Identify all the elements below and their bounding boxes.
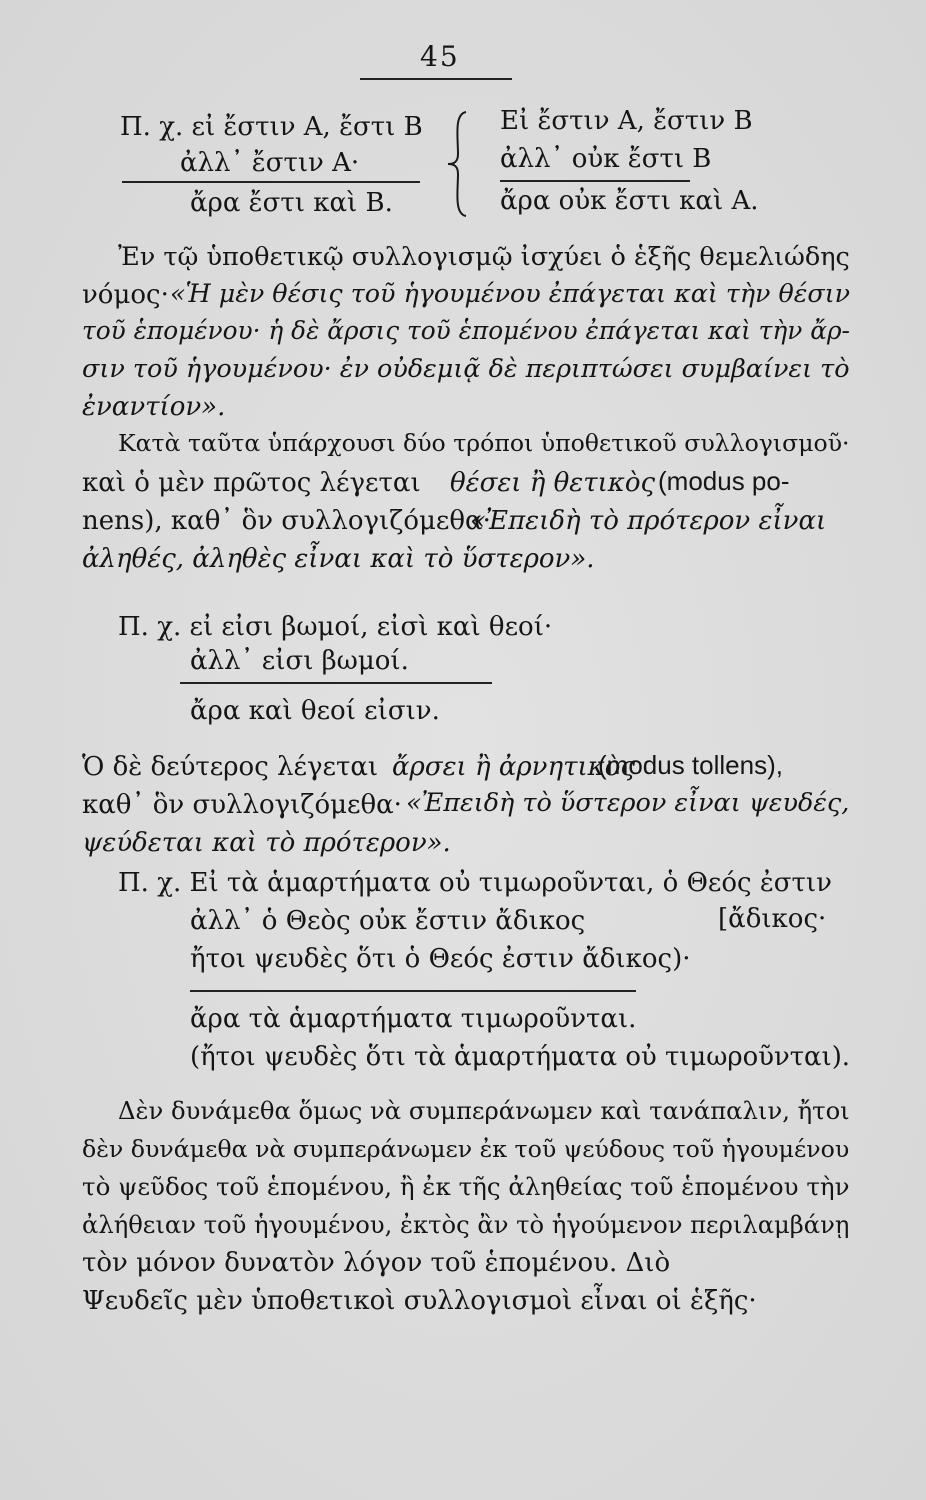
paragraph-4-line-4: ἀλήθειαν τοῦ ἡγουμένου, ἐκτὸς ἂν τὸ ἡγούμενον περιλαμβάνῃ xyxy=(82,1211,850,1239)
paragraph-2-line-2a: καὶ ὁ μὲν πρῶτος λέγεται xyxy=(82,468,421,498)
syllogism-1-right-conclusion: ἄρα οὐκ ἔστι καὶ Α. xyxy=(500,186,759,216)
syllogism-1-right-rule xyxy=(500,180,690,182)
paragraph-2-line-3b: «Ἐπειδὴ τὸ πρότερον εἶναι xyxy=(470,506,827,536)
syllogism-1-left-premise-1: Π. χ. εἰ ἔστιν Α, ἔστι Β xyxy=(120,112,423,142)
paragraph-2-line-1: Κατὰ ταῦτα ὑπάρχουσι δύο τρόποι ὑποθετικοῦ συλλογισμοῦ· xyxy=(118,429,850,457)
paragraph-3-line-1c: (modus tollens), xyxy=(598,750,783,780)
paragraph-4-line-2: δὲν δυνάμεθα νὰ συμπεράνωμεν ἐκ τοῦ ψεύδους τοῦ ἡγουμένου xyxy=(82,1135,850,1163)
paragraph-3-line-1b: ἄρσει ἢ ἀρνητικὸς xyxy=(392,752,635,782)
paragraph-3-line-1a: Ὁ δὲ δεύτερος λέγεται xyxy=(82,752,379,782)
paragraph-4-line-1: Δὲν δυνάμεθα ὅμως νὰ συμπεράνωμεν καὶ τανάπαλιν, ἤτοι xyxy=(118,1096,850,1125)
syllogism-2-rule xyxy=(180,682,492,684)
paragraph-4-line-5: τὸν μόνον δυνατὸν λόγον τοῦ ἑπομένου. Διὸ xyxy=(82,1248,671,1278)
paragraph-4-line-3: τὸ ψεῦδος τοῦ ἑπομένου, ἢ ἐκ τῆς ἀληθείας τοῦ ἑπομένου τὴν xyxy=(82,1172,850,1201)
paragraph-1-line-3: τοῦ ἑπομένου· ἡ δὲ ἄρσις τοῦ ἑπομένου ἐπάγεται καὶ τὴν ἄρ- xyxy=(82,316,850,345)
brace-icon xyxy=(440,108,480,220)
syllogism-3-conclusion-gloss: (ἤτοι ψευδὲς ὅτι τὰ ἁμαρτήματα οὐ τιμωροῦνται). xyxy=(190,1042,851,1072)
syllogism-3-rule xyxy=(190,990,636,992)
paragraph-1-line-1: Ἐν τῷ ὑποθετικῷ συλλογισμῷ ἰσχύει ὁ ἑξῆς θεμελιώδης xyxy=(118,242,850,272)
syllogism-1-right-premise-1: Εἰ ἔστιν Α, ἔστιν Β xyxy=(500,106,753,136)
paragraph-2-line-3a: nens), καθ᾽ ὃν συλλογιζόμεθα· xyxy=(82,506,491,536)
header-rule xyxy=(360,78,512,80)
syllogism-2-premise-1: Π. χ. εἰ εἰσι βωμοί, εἰσὶ καὶ θεοί· xyxy=(118,612,553,642)
syllogism-3-premise-2: ἀλλ᾽ ὁ Θεὸς οὐκ ἔστιν ἄδικος xyxy=(190,906,586,936)
paragraph-2-line-2c: (modus po- xyxy=(658,466,790,496)
paragraph-3-line-3: ψεύδεται καὶ τὸ πρότερον». xyxy=(82,828,451,858)
syllogism-1-left-conclusion: ἄρα ἔστι καὶ Β. xyxy=(190,188,393,218)
paragraph-1-line-5: ἐναντίον». xyxy=(82,392,226,422)
syllogism-3-premise-1: Π. χ. Εἰ τὰ ἁμαρτήματα οὐ τιμωροῦνται, ὁ Θεός ἐστιν xyxy=(118,868,832,898)
syllogism-3-premise-3: ἤτοι ψευδὲς ὅτι ὁ Θεός ἐστιν ἄδικος)· xyxy=(190,944,691,974)
page-number: 45 xyxy=(420,40,460,73)
paragraph-2-line-4: ἀληθές, ἀληθὲς εἶναι καὶ τὸ ὕστερον». xyxy=(82,544,595,574)
syllogism-3-premise-2-continuation: [ἄδικος· xyxy=(718,904,827,934)
syllogism-3-conclusion: ἄρα τὰ ἁμαρτήματα τιμωροῦνται. xyxy=(190,1004,637,1034)
syllogism-2-premise-2: ἀλλ᾽ εἰσι βωμοί. xyxy=(190,646,409,676)
paragraph-1-line-2b: «Ἡ μὲν θέσις τοῦ ἡγουμένου ἐπάγεται καὶ τὴν θέσιν xyxy=(170,278,851,308)
paragraph-3-line-2a: καθ᾽ ὃν συλλογιζόμεθα· xyxy=(82,790,402,820)
paragraph-1-line-2a: νόμος· xyxy=(82,280,169,310)
paragraph-3-line-2b: «Ἐπειδὴ τὸ ὕστερον εἶναι ψευδές, xyxy=(406,788,850,818)
paragraph-2-line-2b: θέσει ἢ θετικὸς xyxy=(450,468,656,498)
syllogism-1-right-premise-2: ἀλλ᾽ οὐκ ἔστι Β xyxy=(500,144,712,174)
syllogism-1-left-rule xyxy=(122,181,420,183)
syllogism-1-left-premise-2: ἀλλ᾽ ἔστιν Α· xyxy=(180,148,360,178)
paragraph-1-line-4: σιν τοῦ ἡγουμένου· ἐν οὐδεμιᾷ δὲ περιπτώσει συμβαίνει τὸ xyxy=(82,354,850,384)
paragraph-4-line-6: Ψευδεῖς μὲν ὑποθετικοὶ συλλογισμοὶ εἶναι οἱ ἑξῆς· xyxy=(82,1286,757,1316)
syllogism-2-conclusion: ἄρα καὶ θεοί εἰσιν. xyxy=(190,696,440,726)
